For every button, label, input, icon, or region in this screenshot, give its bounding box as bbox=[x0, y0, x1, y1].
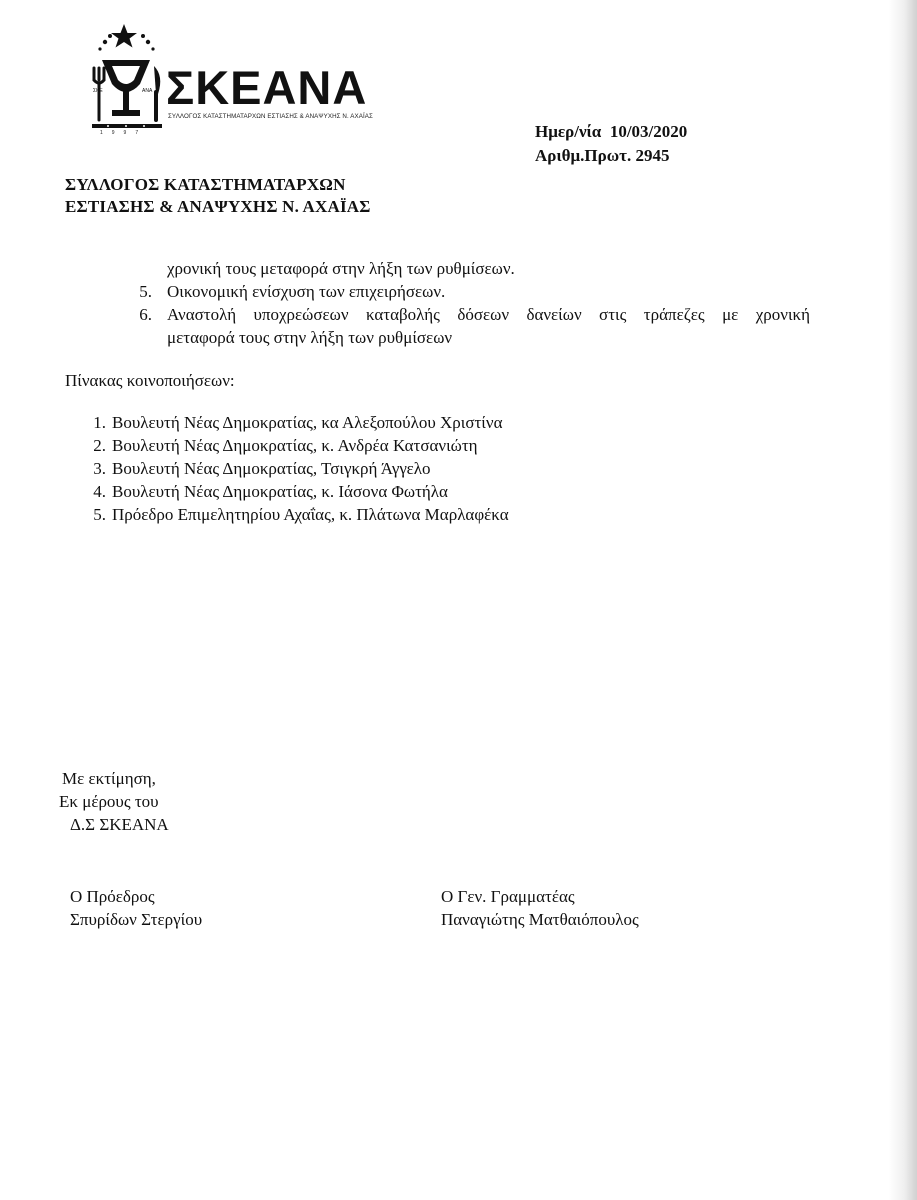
distribution-item: Βουλευτή Νέας Δημοκρατίας, Τσιγκρή Άγγελο bbox=[112, 459, 431, 478]
logo-inner-right: ΑΝΑ bbox=[142, 88, 153, 94]
organization-line-2: ΕΣΤΙΑΣΗΣ & ΑΝΑΨΥΧΗΣ Ν. ΑΧΑΪΑΣ bbox=[65, 197, 371, 216]
secretary-role: Ο Γεν. Γραμματέας bbox=[441, 887, 575, 906]
closing-line-1: Με εκτίμηση, bbox=[62, 769, 156, 788]
demand-number: 6. bbox=[139, 305, 152, 324]
protocol-label: Αριθμ.Πρωτ. bbox=[535, 146, 632, 165]
demand-item-text: Οικονομική ενίσχυση των επιχειρήσεων. bbox=[167, 282, 446, 301]
star-icon bbox=[111, 24, 137, 48]
demand-item-text: Αναστολή υποχρεώσεων καταβολής δόσεων δανείων στις τράπεζες με χρονική bbox=[167, 305, 810, 324]
distribution-number: 4. bbox=[93, 482, 106, 501]
organization-logo bbox=[88, 22, 373, 140]
logo-inner-left: ΣΚΕ bbox=[93, 88, 103, 94]
demand-number: 5. bbox=[139, 282, 152, 301]
page-edge-shadow bbox=[889, 0, 917, 1200]
distribution-number: 1. bbox=[93, 413, 106, 432]
protocol-line bbox=[535, 144, 687, 168]
logo-emblem-icon bbox=[88, 22, 178, 140]
president-role: Ο Πρόεδρος bbox=[70, 887, 155, 906]
president-name: Σπυρίδων Στεργίου bbox=[70, 910, 203, 929]
distribution-number: 5. bbox=[93, 505, 106, 524]
organization-line-1: ΣΥΛΛΟΓΟΣ ΚΑΤΑΣΤΗΜΑΤΑΡΧΩΝ bbox=[65, 175, 346, 194]
distribution-item: Βουλευτή Νέας Δημοκρατίας, κ. Ιάσονα Φωτήλα bbox=[112, 482, 448, 501]
distribution-number: 3. bbox=[93, 459, 106, 478]
date-line bbox=[535, 120, 687, 144]
date-label: Ημερ/νία bbox=[535, 122, 602, 141]
document-meta bbox=[535, 120, 687, 168]
distribution-item: Βουλευτή Νέας Δημοκρατίας, κα Αλεξοπούλου Χριστίνα bbox=[112, 413, 503, 432]
organization-name bbox=[65, 174, 371, 218]
logo-subtitle: ΣΥΛΛΟΓΟΣ ΚΑΤΑΣΤΗΜΑΤΑΡΧΩΝ ΕΣΤΙΑΣΗΣ & ΑΝΑΨΥΧΗΣ Ν. ΑΧΑΪΑΣ bbox=[168, 113, 373, 120]
closing-line-2: Εκ μέρους του bbox=[59, 792, 159, 811]
distribution-number: 2. bbox=[93, 436, 106, 455]
distribution-title: Πίνακας κοινοποιήσεων: bbox=[65, 371, 235, 390]
secretary-name: Παναγιώτης Ματθαιόπουλος bbox=[441, 910, 639, 929]
distribution-item: Πρόεδρο Επιμελητηρίου Αχαΐας, κ. Πλάτωνα Μαρλαφέκα bbox=[112, 505, 509, 524]
closing-line-3: Δ.Σ ΣΚΕΑΝΑ bbox=[70, 815, 169, 834]
distribution-item: Βουλευτή Νέας Δημοκρατίας, κ. Ανδρέα Κατσανιώτη bbox=[112, 436, 478, 455]
logo-wordmark: ΣΚΕΑΝΑ bbox=[166, 61, 368, 114]
protocol-value: 2945 bbox=[635, 146, 670, 165]
demand-continuation: χρονική τους μεταφορά στην λήξη των ρυθμίσεων. bbox=[167, 259, 515, 278]
logo-year: 1997 bbox=[100, 130, 148, 136]
date-value: 10/03/2020 bbox=[609, 122, 688, 141]
demand-item-text-continued: μεταφορά τους στην λήξη των ρυθμίσεων bbox=[167, 328, 453, 347]
